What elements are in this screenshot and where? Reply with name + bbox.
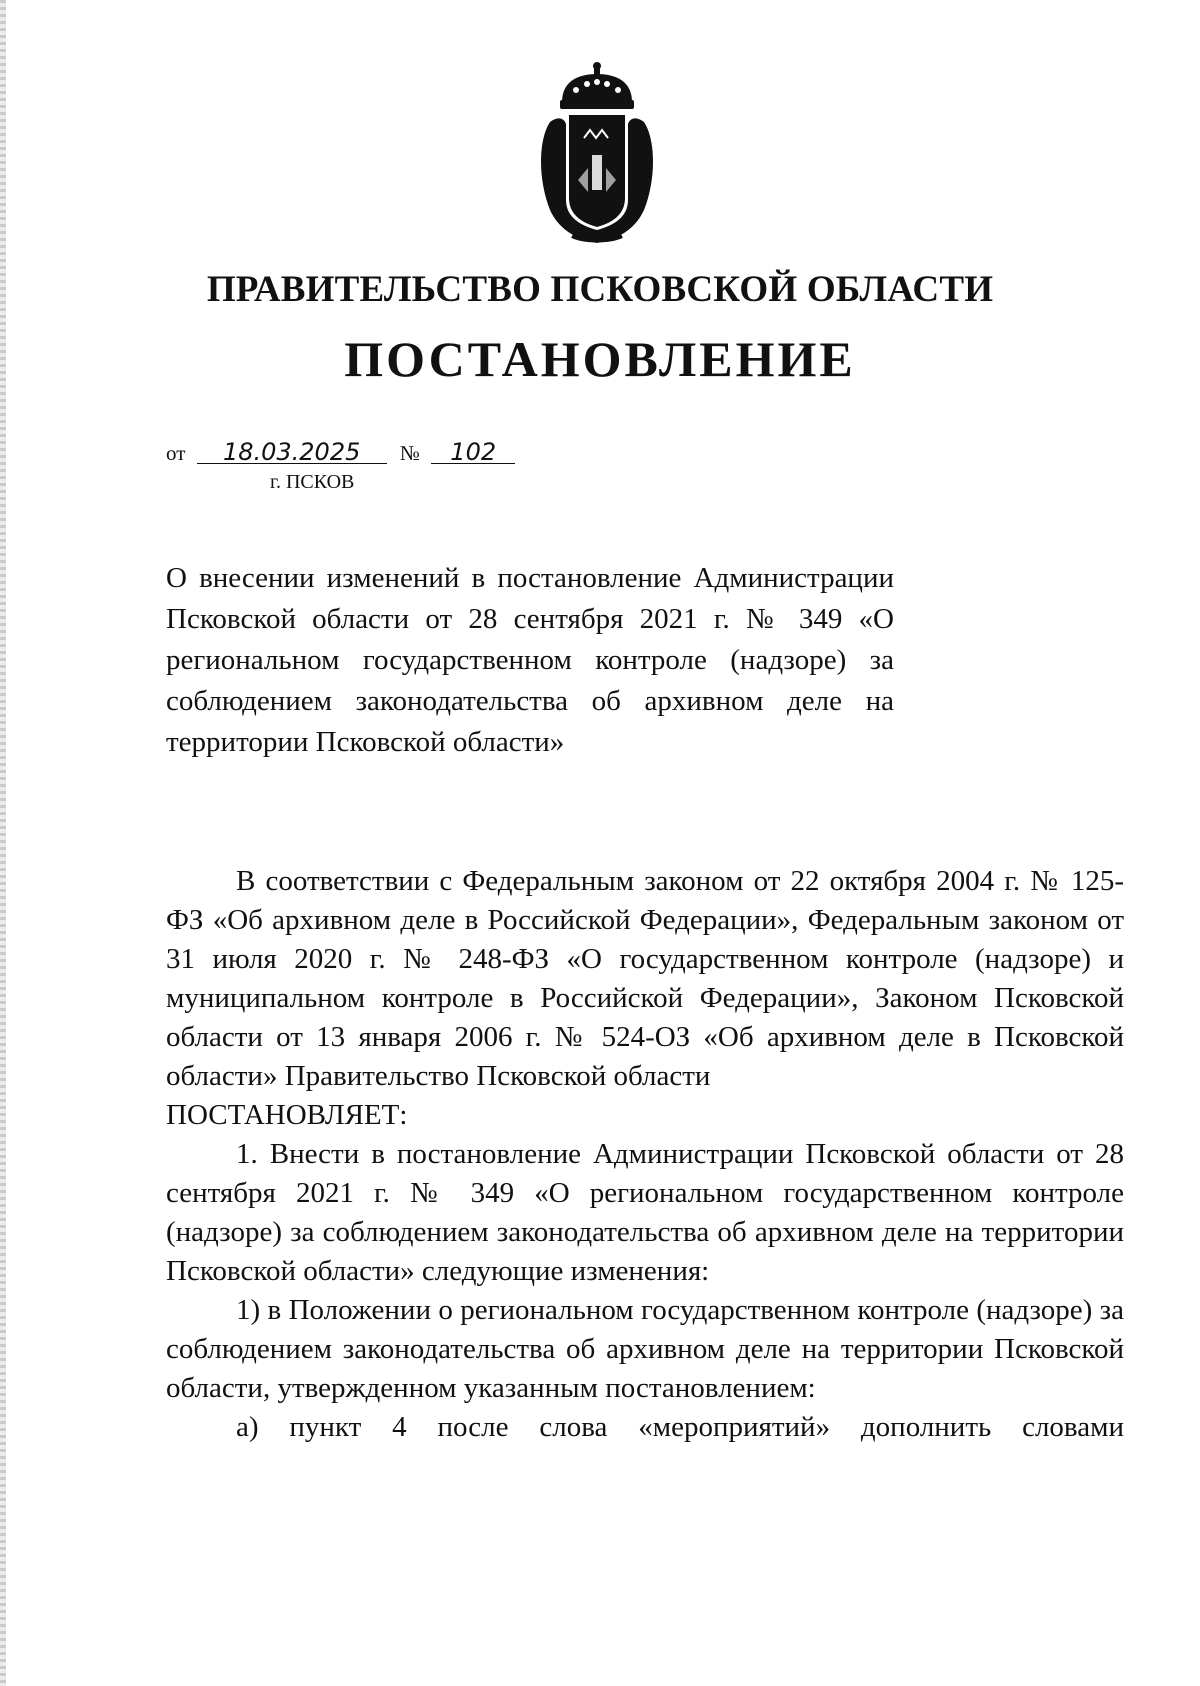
- item-1: 1. Внести в постановление Администрации Псковской области от 28 сентября 2021 г. № 349 «О региональном государственном контроле (надзоре) за соблюдением законодательства об архивном деле на территории Псковской области» следующие изменения:: [166, 1138, 1124, 1287]
- document-date-line: [166, 438, 515, 466]
- decision-word: ПОСТАНОВЛЯЕТ:: [166, 1099, 408, 1131]
- item-1-1-a: а) пункт 4 после слова «мероприятий» дополнить словами: [236, 1411, 1124, 1443]
- document-subject: О внесении изменений в постановление Администрации Псковской области от 28 сентября 2021 г. № 349 «О региональном государственном контроле (надзоре) за соблюдением законодательства об архивном деле на территории Псковской области»: [166, 562, 894, 758]
- document-date: 18.03.2025: [197, 441, 387, 464]
- document-city: г. ПСКОВ: [270, 471, 355, 493]
- coat-of-arms-icon: [532, 60, 662, 245]
- document-number: 102: [431, 441, 515, 464]
- preamble-paragraph: В соответствии с Федеральным законом от 22 октября 2004 г. № 125-ФЗ «Об архивном деле в Российской Федерации», Федеральным законом от 31 июля 2020 г. № 248-ФЗ «О государственном контроле (надзоре) и муниципальном контроле в Российской Федерации», Законом Псковской области от 13 января 2006 г. № 524-ОЗ «Об архивном деле в Псковской области» Правительство Псковской области: [166, 865, 1124, 1092]
- organization-title: ПРАВИТЕЛЬСТВО ПСКОВСКОЙ ОБЛАСТИ: [206, 269, 994, 310]
- number-prefix: №: [399, 441, 420, 465]
- item-1-1: 1) в Положении о региональном государственном контроле (надзоре) за соблюдением законодательства об архивном деле на территории Псковской области, утвержденном указанным постановлением:: [166, 1294, 1124, 1404]
- scan-edge: [0, 0, 6, 1686]
- date-prefix: от: [166, 441, 186, 465]
- document-type-title: ПОСТАНОВЛЕНИЕ: [344, 331, 856, 387]
- document-body: [166, 862, 1124, 1447]
